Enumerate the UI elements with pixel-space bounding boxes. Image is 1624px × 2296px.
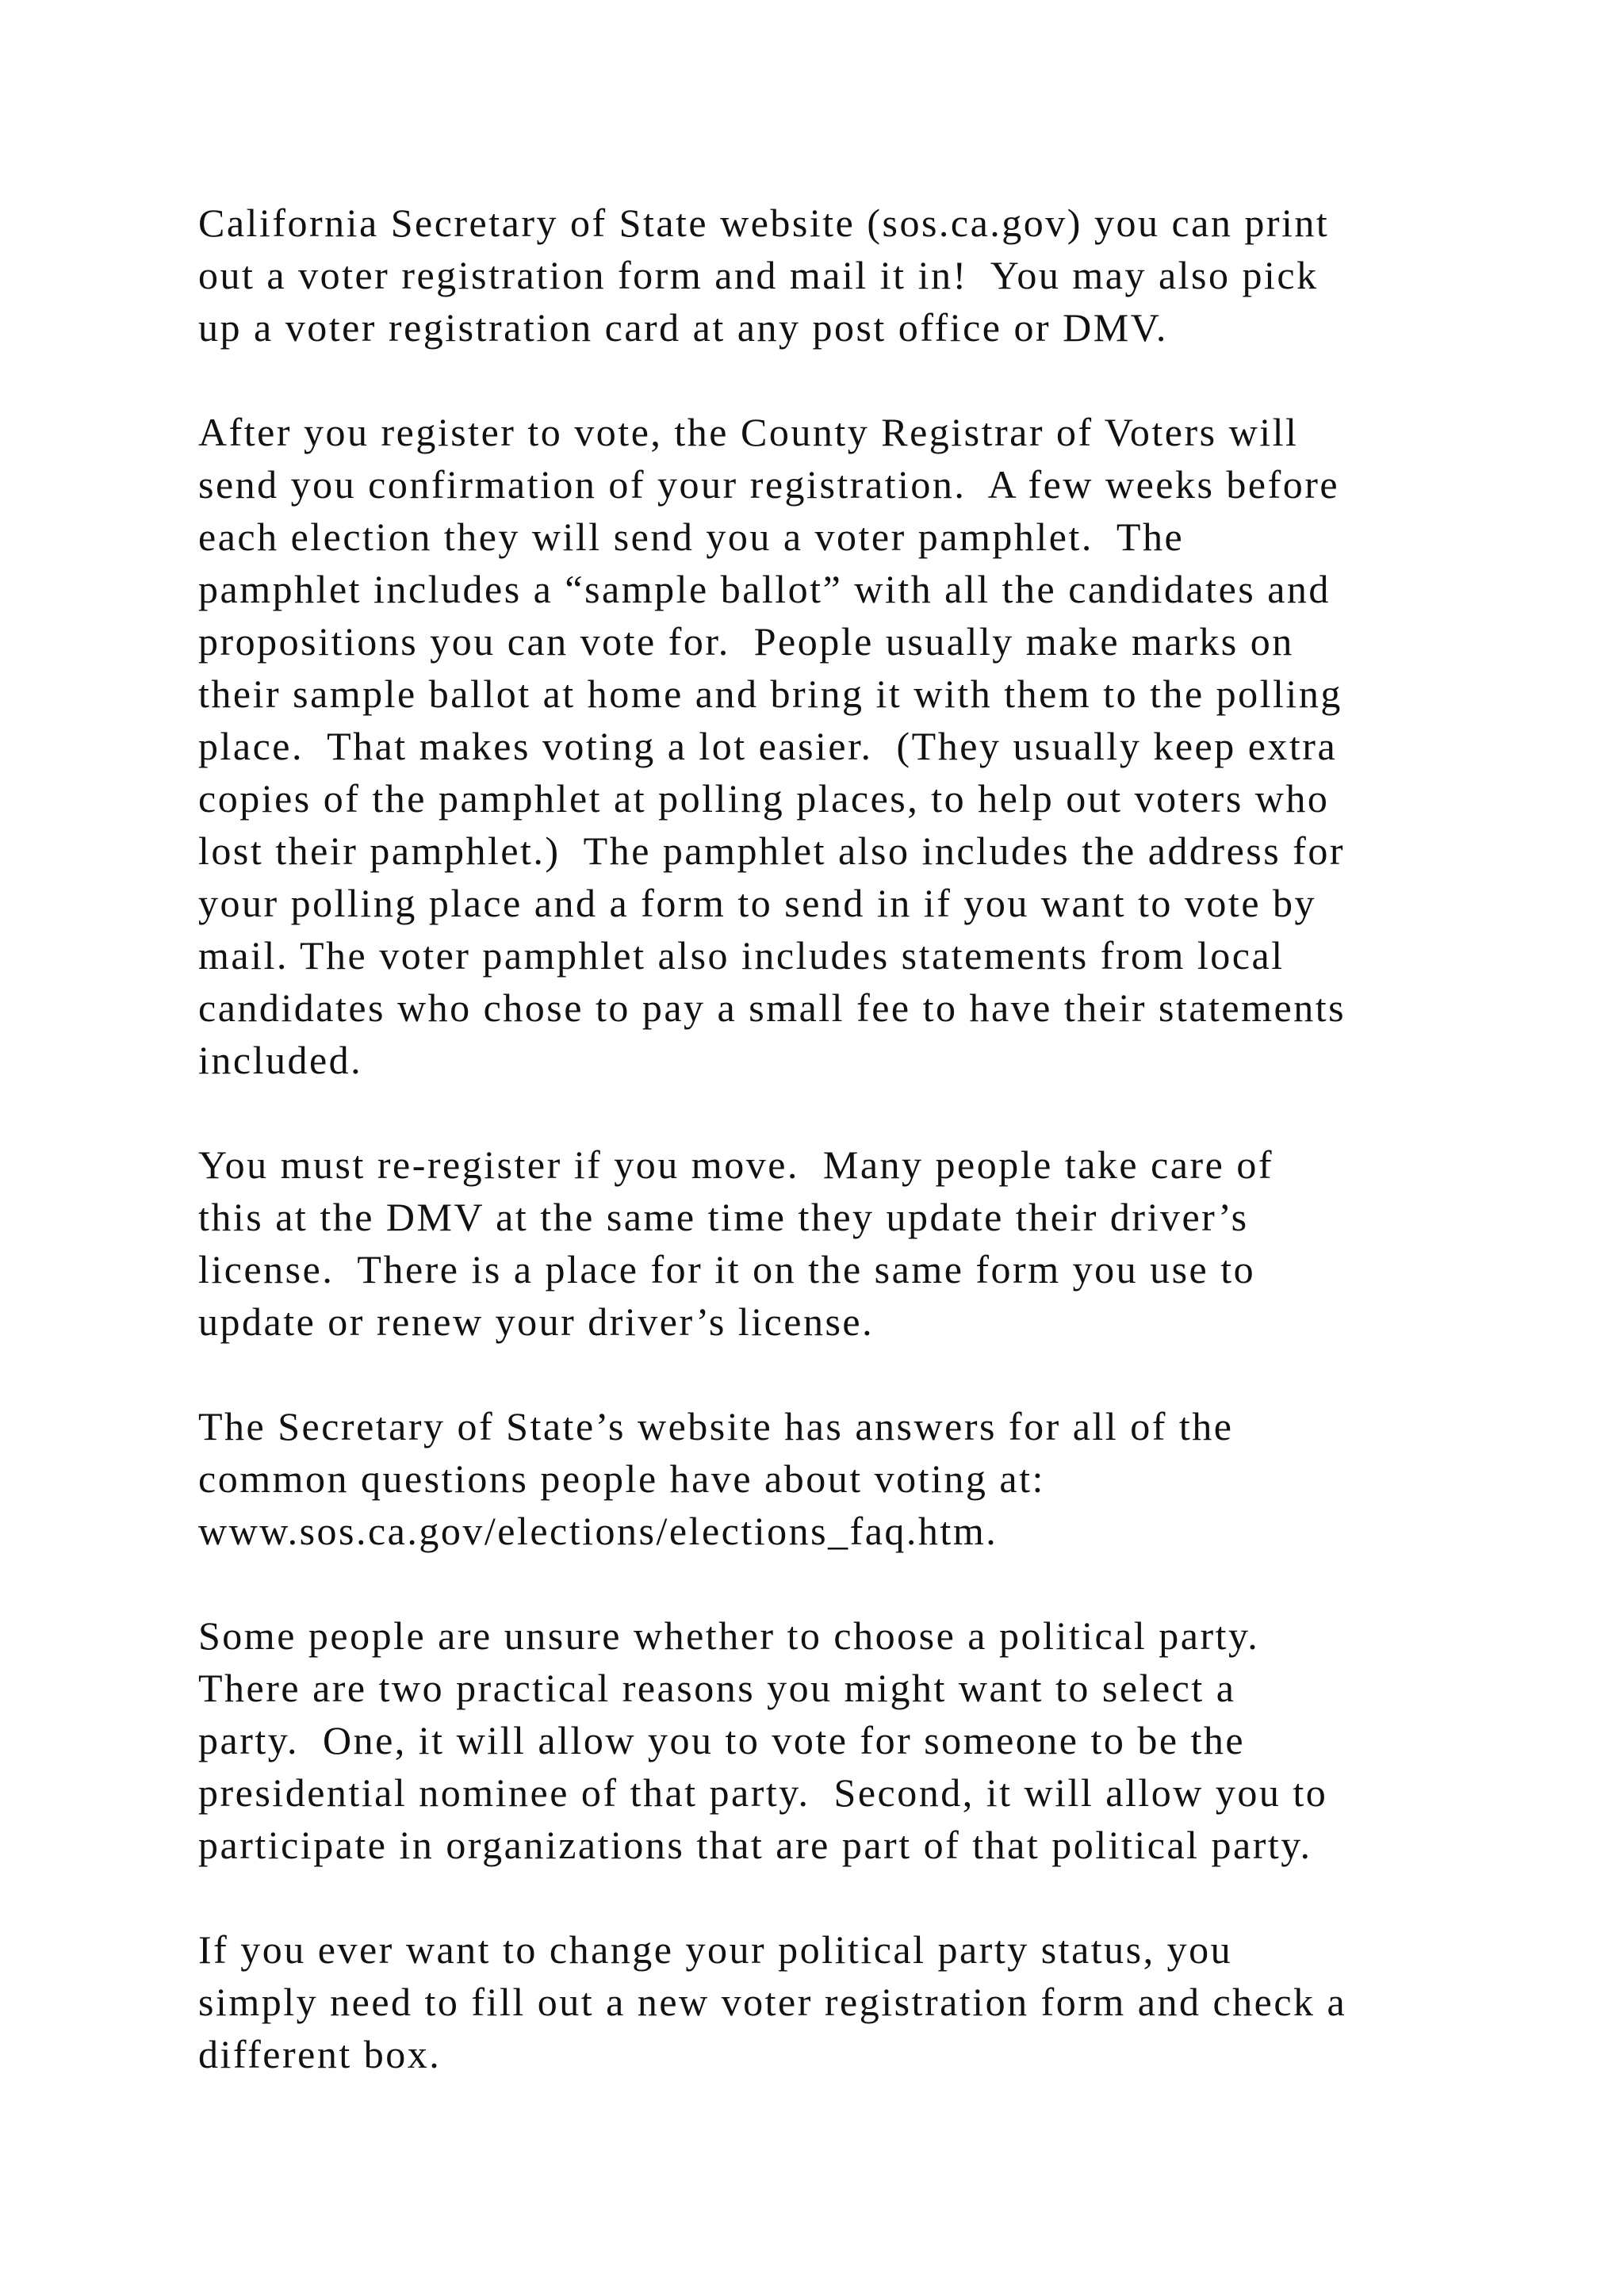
text-line: mail. The voter pamphlet also includes statements from local — [198, 933, 1285, 978]
text-line: California Secretary of State website (sos.ca.gov) you can print — [198, 201, 1330, 245]
text-line: your polling place and a form to send in if you want to vote by — [198, 881, 1317, 925]
document-body — [198, 197, 1515, 2133]
text-line: lost their pamphlet.) The pamphlet also includes the address for — [198, 828, 1345, 873]
paragraph-change-party — [198, 1923, 1515, 2080]
paragraph-voter-pamphlet — [198, 406, 1515, 1086]
text-line: different box. — [198, 2032, 442, 2076]
paragraph-re-register — [198, 1138, 1515, 1348]
text-line: license. There is a place for it on the same form you use to — [198, 1247, 1256, 1292]
text-line: copies of the pamphlet at polling places, to help out voters who — [198, 776, 1330, 821]
text-line: After you register to vote, the County Registrar of Voters will — [198, 410, 1299, 454]
text-line: each election they will send you a voter pamphlet. The — [198, 515, 1185, 559]
text-line: simply need to fill out a new voter registration form and check a — [198, 1980, 1347, 2024]
text-line: pamphlet includes a “sample ballot” with all the candidates and — [198, 567, 1331, 611]
text-line: place. That makes voting a lot easier. (They usually keep extra — [198, 724, 1338, 768]
text-line: candidates who chose to pay a small fee to have their statements — [198, 985, 1346, 1030]
text-line: update or renew your driver’s license. — [198, 1299, 875, 1344]
text-line: up a voter registration card at any post office or DMV. — [198, 305, 1168, 350]
text-line: common questions people have about voting at: — [198, 1456, 1045, 1501]
text-line: You must re-register if you move. Many people take care of — [198, 1142, 1274, 1187]
text-line: included. — [198, 1038, 363, 1082]
text-line: party. One, it will allow you to vote for someone to be the — [198, 1718, 1246, 1762]
text-line: There are two practical reasons you might want to select a — [198, 1666, 1236, 1710]
paragraph-voter-registration-form — [198, 197, 1515, 354]
text-line: The Secretary of State’s website has answers for all of the — [198, 1404, 1234, 1448]
faq-url-text: www.sos.ca.gov/elections/elections_faq.htm. — [198, 1509, 998, 1553]
paragraph-political-party — [198, 1609, 1515, 1871]
text-line: participate in organizations that are part of that political party. — [198, 1823, 1312, 1867]
paragraph-faq-website — [198, 1400, 1515, 1557]
text-line: propositions you can vote for. People usually make marks on — [198, 619, 1294, 664]
text-line: presidential nominee of that party. Second, it will allow you to — [198, 1770, 1328, 1815]
text-line: Some people are unsure whether to choose a political party. — [198, 1613, 1260, 1658]
text-line: their sample ballot at home and bring it with them to the polling — [198, 672, 1342, 716]
text-line: this at the DMV at the same time they update their driver’s — [198, 1195, 1249, 1239]
text-line: send you confirmation of your registration. A few weeks before — [198, 462, 1340, 507]
text-line: out a voter registration form and mail it in! You may also pick — [198, 253, 1319, 297]
text-line: If you ever want to change your political party status, you — [198, 1927, 1233, 1972]
